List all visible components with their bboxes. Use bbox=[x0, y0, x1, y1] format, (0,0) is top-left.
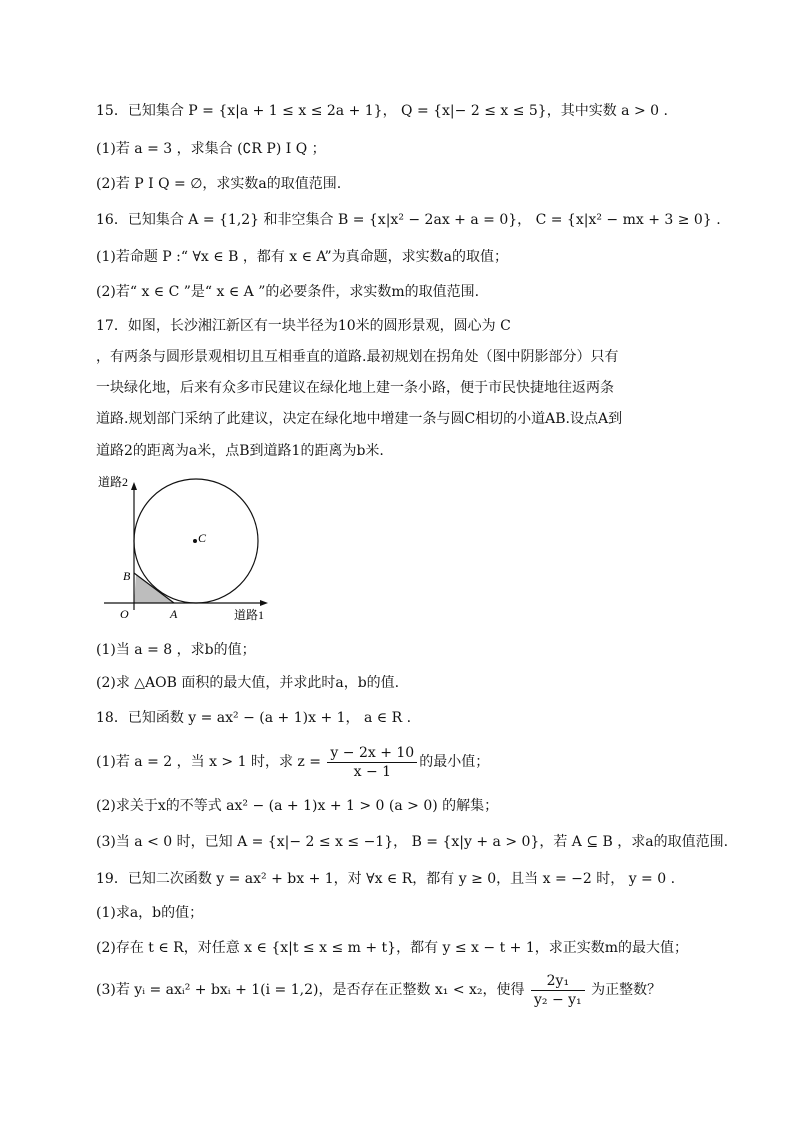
q18-part1-suffix: 的最小值； bbox=[419, 754, 490, 770]
q15-part2: (2)若 P I Q = ∅，求实数a的取值范围. bbox=[96, 176, 342, 192]
q18-part2: (2)求关于x的不等式 ax² − (a + 1)x + 1 > 0 (a > 0) 的解集； bbox=[96, 798, 499, 814]
q15-part1: (1)若 a = 3 ，求集合 (∁R P) I Q ； bbox=[96, 141, 326, 157]
q17-line1: 17．如图，长沙湘江新区有一块半径为10米的圆形景观，圆心为 C bbox=[96, 318, 511, 334]
q19-fraction-denominator: y₂ − y₁ bbox=[534, 991, 582, 1008]
q17-line5: 道路2的距离为a米，点B到道路1的距离为b米. bbox=[96, 443, 384, 459]
q19-part1: (1)求a，b的值； bbox=[96, 905, 204, 921]
q19-part3-suffix: 为正整数？ bbox=[586, 982, 662, 998]
q17-figure bbox=[96, 470, 276, 630]
q17-part1: (1)当 a = 8 ，求b的值； bbox=[96, 642, 256, 658]
q16-part2: (2)若“ x ∈ C ”是“ x ∈ A ”的必要条件，求实数m的取值范围. bbox=[96, 284, 480, 300]
q16-part1: (1)若命题 P :“ ∀x ∈ B ，都有 x ∈ A”为真命题，求实数a的取值； bbox=[96, 249, 508, 265]
q18-part1 bbox=[96, 742, 716, 782]
q19-fraction-numerator: 2y₁ bbox=[531, 972, 585, 991]
q18-fraction-numerator: y − 2x + 10 bbox=[327, 744, 417, 763]
q19-fraction bbox=[531, 972, 585, 1009]
label-C: C bbox=[198, 531, 207, 545]
center-point-C bbox=[193, 539, 197, 543]
q17-part2: (2)求 △AOB 面积的最大值，并求此时a，b的值. bbox=[96, 675, 400, 691]
q19-part3 bbox=[96, 970, 716, 1010]
q15-stem: 15．已知集合 P = {x|a + 1 ≤ x ≤ 2a + 1}， Q = {x|− 2 ≤ x ≤ 5}，其中实数 a > 0 . bbox=[96, 103, 668, 119]
q18-fraction-denominator: x − 1 bbox=[353, 763, 392, 780]
q19-stem: 19．已知二次函数 y = ax² + bx + 1，对 ∀x ∈ R，都有 y ≥ 0，且当 x = −2 时， y = 0 . bbox=[96, 871, 676, 887]
label-road1: 道路1 bbox=[234, 608, 265, 622]
label-O: O bbox=[120, 607, 129, 621]
q19-part2: (2)存在 t ∈ R，对任意 x ∈ {x|t ≤ x ≤ m + t}，都有 y ≤ x − t + 1，求正实数m的最大值； bbox=[96, 940, 689, 956]
label-B: B bbox=[123, 569, 131, 583]
q18-part3: (3)当 a < 0 时，已知 A = {x|− 2 ≤ x ≤ −1}， B = {x|y + a > 0}，若 A ⊆ B ，求a的取值范围. bbox=[96, 834, 729, 850]
q17-line4: 道路.规划部门采纳了此建议，决定在绿化地中增建一条与圆C相切的小道AB.设点A到 bbox=[96, 411, 623, 427]
label-road2: 道路2 bbox=[98, 475, 129, 489]
label-A: A bbox=[170, 607, 178, 621]
q17-line2: ，有两条与圆形景观相切且互相垂直的道路.最初规划在拐角处（图中阴影部分）只有 bbox=[96, 349, 619, 365]
road1-arrow bbox=[260, 600, 268, 606]
q18-stem: 18．已知函数 y = ax² − (a + 1)x + 1， a ∈ R . bbox=[96, 710, 412, 726]
q17-line3: 一块绿化地，后来有众多市民建议在绿化地上建一条小路，便于市民快捷地往返两条 bbox=[96, 380, 614, 396]
q18-fraction bbox=[327, 744, 417, 781]
road2-arrow bbox=[131, 482, 137, 490]
q16-stem: 16．已知集合 A = {1,2} 和非空集合 B = {x|x² − 2ax + a = 0}， C = {x|x² − mx + 3 ≥ 0} . bbox=[96, 212, 721, 228]
q19-part3-prefix: (3)若 yᵢ = axᵢ² + bxᵢ + 1(i = 1,2)，是否存在正整数 x₁ < x₂，使得 bbox=[96, 982, 529, 998]
q18-part1-prefix: (1)若 a = 2 ，当 x > 1 时，求 z = bbox=[96, 754, 326, 770]
